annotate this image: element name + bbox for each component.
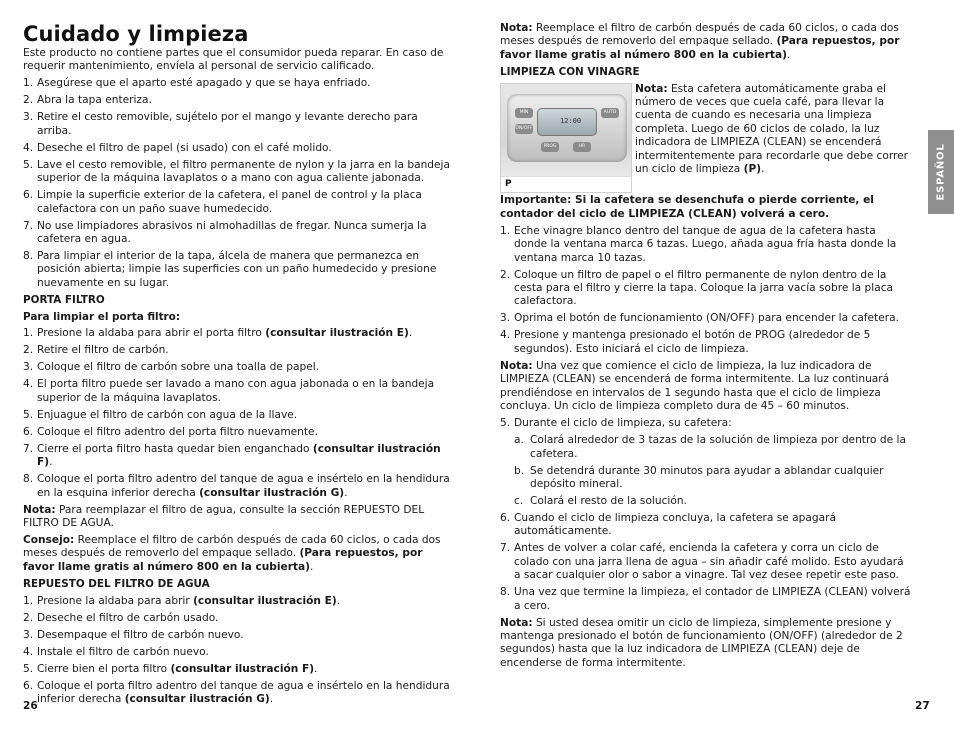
- repuesto-heading: REPUESTO DEL FILTRO DE AGUA: [23, 577, 210, 590]
- list-item-number: c.: [514, 494, 524, 507]
- illustration-reference: (consultar ilustración F): [37, 442, 441, 469]
- list-item-text: Coloque el filtro adentro del porta filtro nuevamente.: [37, 425, 318, 438]
- list-item-number: 8.: [23, 250, 34, 263]
- coffee-maker-control-panel-figure: [500, 83, 632, 193]
- nota-label: Nota:: [23, 503, 56, 516]
- clock-display: [537, 108, 597, 136]
- list-item-end: .: [408, 327, 413, 340]
- list-item-text: Cierre el porta filtro hasta quedar bien enganchado: [37, 442, 313, 455]
- list-item-text: Deseche el filtro de carbón usado.: [37, 611, 219, 624]
- list-item: [23, 473, 455, 500]
- list-item: [23, 327, 455, 340]
- list-item: [23, 595, 455, 608]
- intro-paragraph: Este producto no contiene partes que el consumidor pueda reparar. En caso de requerir mantenimiento, envíela al personal de servicio calificado.: [23, 47, 444, 73]
- list-item-text: Instale el filtro de carbón nuevo.: [37, 645, 209, 658]
- nota-skip-text: Si usted desea omitir un ciclo de limpieza, simplemente presione y mantenga presionado el botón de funcionamiento (ON/OFF) (alrededor de 2 segundos) hasta que la luz indicadora de LIMPIEZA (CLEAN) deje de encenderse de forma intermitente.: [500, 616, 903, 669]
- figure-note-text: Esta cafetera automáticamente graba el número de veces que cuela café, para llevar la cuenta de cuando es necesaria una limpieza completa. Luego de 60 ciclos de colado, la luz indicadora de LIMPIEZA (CLEAN) se encenderá intermitentemente para recordarle que debe correr un ciclo de limpieza: [635, 82, 909, 176]
- list-item-text: Desempaque el filtro de carbón nuevo.: [37, 628, 244, 641]
- list-item-text: Se detendrá durante 30 minutos para ayudar a ablandar cualquier depósito mineral.: [530, 464, 884, 490]
- list-item-text: El porta filtro puede ser lavado a mano con agua jabonada o en la bandeja superior de la máquina lavaplatos.: [37, 378, 435, 404]
- list-item-end: .: [314, 662, 318, 675]
- list-item-text: Colará el resto de la solución.: [530, 494, 687, 507]
- list-item-number: 6.: [23, 425, 34, 438]
- nota-filter-text: Reemplace el filtro de carbón después de cada 60 ciclos, o cada dos meses después de removerlo del empaque sellado.: [500, 22, 899, 48]
- figure-label: P: [505, 179, 512, 189]
- list-item-number: 5.: [23, 408, 34, 421]
- list-item-number: 2.: [23, 94, 34, 107]
- substeps-list: [514, 434, 912, 508]
- list-item: [500, 269, 912, 309]
- list-item-text: Antes de volver a colar café, encienda la cafetera y corra un ciclo de colado con una jarra llena de agua – sin añadir café molido. Esto ayudará a sacar cualquier olor o sabor a vinagre. Tal vez desee repetir este paso.: [514, 542, 904, 582]
- list-item-text: Presione y mantenga presionado el botón de PROG (alrededor de 5 segundos). Esto iniciará el ciclo de limpieza.: [514, 329, 871, 355]
- list-item: [500, 512, 912, 539]
- consejo-text: Reemplace el filtro de carbón después de cada 60 ciclos, o cada dos meses después de removerlo del empaque sellado.: [23, 534, 441, 560]
- list-item-text: Oprima el botón de funcionamiento (ON/OFF) para encender la cafetera.: [514, 312, 899, 325]
- min-button-illustration: MIN: [515, 108, 533, 118]
- list-item: [500, 586, 912, 613]
- list-item-text: Deseche el filtro de papel (si usado) con el café molido.: [37, 141, 332, 154]
- list-item-text: Presione la aldaba para abrir el porta filtro: [37, 327, 266, 340]
- list-item: [23, 426, 455, 439]
- figure-note-end: .: [761, 163, 765, 176]
- importante-paragraph: Importante: Si la cafetera se desenchufa o pierde corriente, el contador del ciclo de LIMPIEZA (CLEAN) volverá a cero.: [500, 194, 874, 220]
- figure-note-paragraph: [635, 83, 912, 177]
- nota-filter-bold: (Para repuestos, por favor llame gratis al número 800 en la cubierta): [500, 35, 900, 61]
- list-item-number: 5.: [23, 662, 34, 675]
- list-item-text: Presione la aldaba para abrir: [37, 594, 194, 607]
- page-title: Cuidado y limpieza: [23, 22, 249, 46]
- nota-clean-text: Una vez que comience el ciclo de limpieza, la luz indicadora de LIMPIEZA (CLEAN) se encenderá de forma intermitente. La luz continuará prendiéndose en intervalos de 1 segundo hasta que el ciclo de limpieza concluya. Un ciclo de limpieza completo dura de 45 – 60 minutos.: [500, 359, 890, 413]
- list-item-number: 1.: [23, 594, 34, 607]
- list-item: [23, 94, 455, 107]
- step5-number: 5.: [500, 417, 511, 430]
- language-side-tab: [928, 130, 954, 214]
- consejo-bold: (Para repuestos, por favor llame gratis al número 800 en la cubierta): [23, 547, 423, 573]
- porta-filtro-subheading: Para limpiar el porta filtro:: [23, 310, 180, 323]
- list-item-number: 3.: [23, 628, 34, 641]
- list-item-text: Cuando el ciclo de limpieza concluya, la cafetera se apagará automáticamente.: [514, 511, 836, 538]
- nota-text: Para reemplazar el filtro de agua, consulte la sección REPUESTO DEL FILTRO DE AGUA.: [23, 503, 425, 530]
- list-item: [500, 312, 912, 325]
- list-item-text: Coloque el porta filtro adentro del tanque de agua e insértelo en la hendidura inferior derecha: [37, 679, 450, 706]
- list-item-number: 3.: [500, 312, 511, 325]
- list-item: [23, 680, 455, 707]
- display-time: 12:00: [560, 117, 582, 125]
- list-item-number: 7.: [23, 219, 34, 232]
- list-item-text: Enjuague el filtro de carbón con agua de la llave.: [37, 408, 298, 421]
- vinagre-steps-list-a: [500, 225, 912, 356]
- list-item-end: .: [344, 486, 348, 499]
- page-number-left: 26: [23, 700, 38, 712]
- figure-note-bold: (P): [743, 163, 762, 176]
- list-item: [23, 443, 455, 470]
- list-item-number: 5.: [23, 158, 34, 171]
- list-item-text: Eche vinagre blanco dentro del tanque de agua de la cafetera hasta donde la ventana marca 6 tazas. Luego, añada agua fría hasta donde la ventana marca 10 tazas.: [514, 224, 897, 264]
- list-item-text: Coloque un filtro de papel o el filtro permanente de nylon dentro de la cesta para el filtro y cierre la tapa. Coloque la jarra vacía sobre la placa calefactora.: [514, 268, 894, 308]
- list-item: [23, 378, 455, 405]
- illustration-reference: (consultar ilustración G): [124, 693, 270, 706]
- nota-clean-label: Nota:: [500, 359, 533, 372]
- list-item: [23, 159, 455, 186]
- list-item: [500, 417, 912, 430]
- porta-filtro-heading: PORTA FILTRO: [23, 293, 105, 306]
- list-item-number: 2.: [23, 344, 34, 357]
- list-item: [23, 220, 455, 247]
- list-item-number: 3.: [23, 111, 34, 124]
- repuesto-steps-list: [23, 595, 455, 707]
- list-item: [23, 361, 455, 374]
- nota-skip-paragraph: [500, 617, 912, 671]
- list-item-text: Abra la tapa enteriza.: [37, 94, 152, 107]
- list-item: [23, 77, 455, 90]
- nota-skip-label: Nota:: [500, 616, 533, 629]
- list-item-number: 1.: [23, 77, 34, 90]
- figure-label-strip: [501, 176, 632, 193]
- list-item: [23, 111, 455, 138]
- list-item-text: Una vez que termine la limpieza, el contador de LIMPIEZA (CLEAN) volverá a cero.: [514, 586, 911, 612]
- list-item: [23, 344, 455, 357]
- list-item: [514, 465, 912, 492]
- list-item: [23, 612, 455, 625]
- nota-clean-paragraph: [500, 360, 912, 414]
- list-item-number: 3.: [23, 361, 34, 374]
- list-item: [23, 629, 455, 642]
- list-item-number: 1.: [23, 327, 34, 340]
- left-page-column: [23, 47, 455, 710]
- language-tab-label: ESPAÑOL: [935, 143, 947, 201]
- nota-filter-label: Nota:: [500, 22, 533, 34]
- list-item-number: 4.: [23, 141, 34, 154]
- list-item-text: Para limpiar el interior de la tapa, álcela de manera que permanezca en posición abierta; limpie las superficies con un paño humedecido y presione nuevamente en su lugar.: [37, 250, 437, 289]
- vinagre-steps-list-b: [500, 512, 912, 613]
- list-item-end: .: [49, 456, 53, 469]
- list-item-number: 8.: [23, 473, 34, 486]
- list-item-number: 7.: [23, 442, 34, 455]
- consejo-label: Consejo:: [23, 534, 75, 547]
- illustration-reference: (consultar ilustración G): [199, 486, 345, 499]
- cleaning-steps-list: [23, 77, 455, 290]
- list-item: [514, 434, 912, 461]
- porta-filtro-steps-list: [23, 327, 455, 500]
- list-item-number: 2.: [23, 611, 34, 624]
- nota-paragraph: [23, 504, 455, 531]
- list-item: [500, 225, 912, 265]
- auto-button-illustration: AUTO: [601, 108, 619, 118]
- list-item-number: 1.: [500, 224, 511, 237]
- onoff-button-illustration: ON/OFF: [515, 124, 533, 134]
- list-item-number: b.: [514, 464, 525, 477]
- prog-button-illustration: PROG: [541, 142, 559, 152]
- list-item-text: Retire el filtro de carbón.: [37, 344, 169, 357]
- list-item-number: 2.: [500, 268, 511, 281]
- vinagre-heading: LIMPIEZA CON VINAGRE: [500, 65, 640, 78]
- step5-text: Durante el ciclo de limpieza, su cafetera:: [514, 417, 732, 430]
- list-item-number: 6.: [23, 679, 34, 692]
- list-item-text: Retire el cesto removible, sujételo por el mango y levante derecho para arriba.: [37, 111, 418, 137]
- illustration-reference: (consultar ilustración F): [170, 662, 315, 675]
- list-item-text: Coloque el porta filtro adentro del tanque de agua e insértelo en la hendidura en la esquina inferior derecha: [37, 473, 450, 499]
- list-item: [23, 250, 455, 290]
- figure-note-label: Nota:: [635, 82, 668, 95]
- list-item-number: 8.: [500, 586, 511, 599]
- illustration-reference: (consultar ilustración E): [265, 327, 409, 340]
- list-item-text: Asegúrese que el aparto esté apagado y que se haya enfriado.: [37, 77, 371, 90]
- list-item-number: 4.: [500, 329, 511, 342]
- list-item-number: 4.: [23, 645, 34, 658]
- consejo-paragraph: [23, 534, 455, 574]
- list-item: [500, 542, 912, 582]
- list-item-text: Colará alrededor de 3 tazas de la solución de limpieza por dentro de la cafetera.: [530, 434, 906, 460]
- list-item-number: 6.: [500, 511, 511, 524]
- list-item: [23, 409, 455, 422]
- list-item: [23, 189, 455, 216]
- list-item-number: a.: [514, 434, 524, 447]
- page-number-right: 27: [915, 700, 930, 712]
- list-item-text: No use limpiadores abrasivos ni almohadillas de fregar. Nunca sumerja la cafetera en agua.: [37, 219, 427, 246]
- list-item: [514, 495, 912, 508]
- list-item-number: 7.: [500, 542, 511, 555]
- list-item-number: 6.: [23, 189, 34, 202]
- illustration-reference: (consultar ilustración E): [193, 594, 337, 607]
- list-item-text: Cierre bien el porta filtro: [37, 662, 171, 675]
- nota-filter-end: .: [786, 48, 791, 61]
- list-item-end: .: [269, 693, 274, 706]
- list-item-text: Limpie la superficie exterior de la cafetera, el panel de control y la placa calefactora con un paño suave humedecido.: [37, 189, 422, 215]
- list-item-text: Lave el cesto removible, el filtro permanente de nylon y la jarra en la bandeja superior de la máquina lavaplatos o a mano con agua caliente jabonada.: [37, 158, 450, 185]
- consejo-end: .: [309, 560, 314, 573]
- list-item: [23, 646, 455, 659]
- list-item-end: .: [336, 594, 341, 607]
- list-item-text: Coloque el filtro de carbón sobre una toalla de papel.: [37, 361, 320, 374]
- list-item: [23, 663, 455, 676]
- hr-button-illustration: HR: [573, 142, 591, 152]
- list-item-number: 4.: [23, 378, 34, 391]
- nota-filter-paragraph: [500, 22, 912, 62]
- control-panel-shape: [507, 94, 627, 162]
- step5-list: [500, 417, 912, 430]
- list-item: [23, 142, 455, 155]
- list-item: [500, 329, 912, 356]
